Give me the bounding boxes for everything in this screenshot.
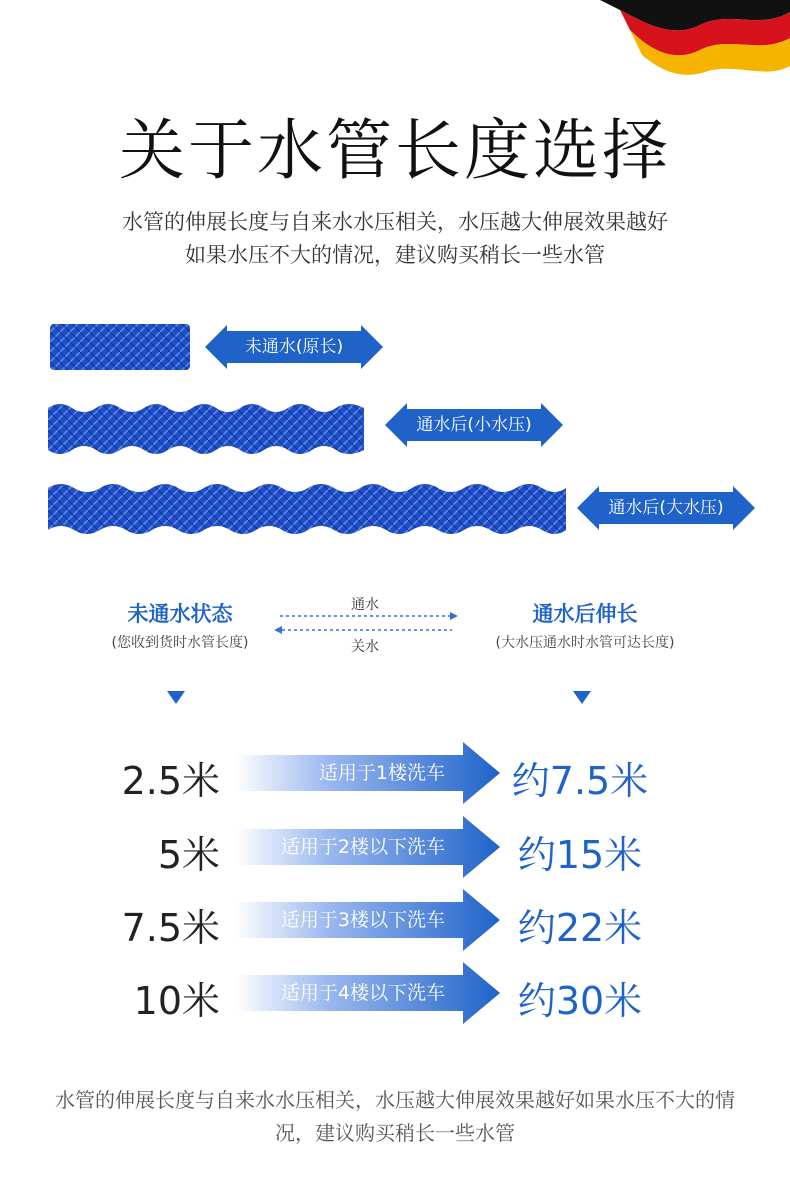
- german-flag-decoration: [560, 0, 790, 80]
- arrow-left-dashed: [274, 625, 454, 635]
- triangle-down-left-icon: [166, 690, 186, 706]
- hose-high-pressure-label: 通水后(大水压): [608, 498, 724, 518]
- row-2-result: 约15米: [517, 833, 643, 877]
- footer-note: 水管的伸展长度与自来水水压相关，水压越大伸展效果越好如果水压不大的情况，建议购买稍长一些水管: [55, 1088, 735, 1145]
- row-4-result: 约30米: [517, 979, 643, 1023]
- row-1-length: 2.5米: [121, 759, 220, 803]
- hose-high-pressure-tag: [577, 486, 755, 530]
- hose-low-pressure-label: 通水后(小水压): [416, 415, 532, 435]
- row-1-result: 约7.5米: [511, 759, 649, 803]
- subtitle-line-1: 水管的伸展长度与自来水水压相关，水压越大伸展效果越好: [122, 210, 668, 234]
- hose-low-pressure-tag: [385, 403, 563, 447]
- row-4-length: 10米: [133, 979, 220, 1023]
- page-title: 关于水管长度选择: [119, 112, 671, 189]
- hose-low-pressure-image: [48, 400, 370, 458]
- state-left-title: 未通水状态: [127, 602, 233, 626]
- row-2-usage: 适用于2楼以下洗车: [280, 836, 445, 858]
- row-2-usage-arrow: [235, 816, 500, 878]
- row-3-length: 7.5米: [121, 906, 220, 950]
- row-3-usage: 适用于3楼以下洗车: [280, 909, 445, 931]
- state-right-title: 通水后伸长: [532, 602, 638, 626]
- state-right-subtitle: (大水压通水时水管可达长度): [495, 635, 675, 651]
- arrow-label-water-off: 关水: [351, 639, 379, 655]
- arrow-label-water-on: 通水: [351, 597, 379, 613]
- row-2-length: 5米: [157, 833, 220, 877]
- hose-original-image: [50, 322, 190, 372]
- triangle-down-right-icon: [572, 690, 592, 706]
- hose-high-pressure-image: [48, 480, 568, 538]
- row-4-usage: 适用于4楼以下洗车: [280, 982, 445, 1004]
- subtitle-line-2: 如果水压不大的情况，建议购买稍长一些水管: [185, 243, 605, 267]
- hose-original-label: 未通水(原长): [244, 337, 344, 357]
- row-4-usage-arrow: [235, 962, 500, 1024]
- row-3-result: 约22米: [517, 906, 643, 950]
- state-left-subtitle: (您收到货时水管长度): [111, 635, 249, 651]
- row-1-usage: 适用于1楼洗车: [318, 762, 445, 784]
- row-3-usage-arrow: [235, 889, 500, 951]
- hose-original-tag: [205, 325, 383, 369]
- arrow-right-dashed: [280, 611, 460, 621]
- row-1-usage-arrow: [235, 742, 500, 804]
